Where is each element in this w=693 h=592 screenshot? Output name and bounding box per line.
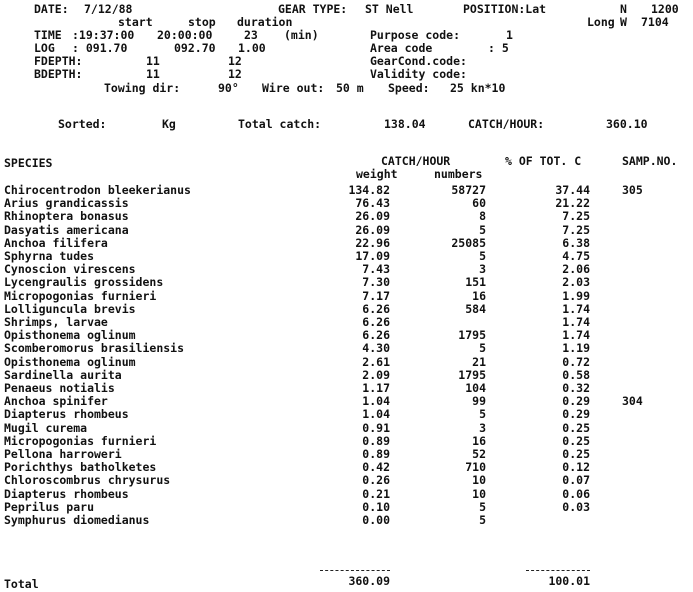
towing-value: 90° — [218, 81, 239, 95]
bdepth-stop: 12 — [228, 67, 242, 81]
weight-value: 6.26 — [362, 302, 390, 316]
weight-value: 0.89 — [362, 447, 390, 461]
weight-value: 6.26 — [362, 315, 390, 329]
pct-value: 7.25 — [562, 209, 590, 223]
log-duration: 1.00 — [238, 41, 266, 55]
weight-value: 7.17 — [362, 289, 390, 303]
pct-value: 1.74 — [562, 302, 590, 316]
col-start: start — [118, 15, 153, 29]
numbers-value: 710 — [465, 460, 486, 474]
species-name: Lycengraulis grossidens — [4, 275, 164, 289]
total-catch-value: 138.04 — [384, 117, 426, 131]
total-catch-label: Total catch: — [238, 117, 322, 131]
time-stop: 20:00:00 — [157, 28, 213, 42]
numbers-value: 16 — [472, 289, 486, 303]
weight-value: 0.00 — [362, 513, 390, 527]
numbers-value: 1795 — [458, 328, 486, 342]
numbers-value: 99 — [472, 394, 486, 408]
numbers-value: 3 — [479, 421, 486, 435]
samp-value: 305 — [622, 183, 643, 197]
pct-value: 1.19 — [562, 341, 590, 355]
species-name: Dasyatis americana — [4, 223, 129, 237]
pct-value: 0.72 — [562, 355, 590, 369]
position-label: POSITION:Lat — [463, 2, 547, 16]
col-stop: stop — [188, 15, 216, 29]
numbers-value: 1795 — [458, 368, 486, 382]
pct-value: 0.12 — [562, 460, 590, 474]
numbers-value: 10 — [472, 473, 486, 487]
species-name: Cynoscion virescens — [4, 262, 136, 276]
numbers-value: 5 — [479, 223, 486, 237]
species-name: Opisthonema oglinum — [4, 328, 136, 342]
gear-value: ST Nell — [365, 2, 414, 16]
species-name: Shrimps, larvae — [4, 315, 108, 329]
weight-value: 0.26 — [362, 473, 390, 487]
species-name: Pellona harroweri — [4, 447, 122, 461]
species-name: Chirocentrodon bleekerianus — [4, 183, 191, 197]
col-numbers: numbers — [434, 167, 483, 181]
species-name: Penaeus notialis — [4, 381, 115, 395]
purpose-value: 1 — [506, 28, 513, 42]
numbers-value: 8 — [479, 209, 486, 223]
species-name: Porichthys batholketes — [4, 460, 157, 474]
species-name: Micropogonias furnieri — [4, 289, 157, 303]
total-label: Total — [4, 577, 39, 591]
area-label: Area code — [370, 41, 433, 55]
numbers-value: 58727 — [451, 183, 486, 197]
pct-value: 0.32 — [562, 381, 590, 395]
species-name: Scomberomorus brasiliensis — [4, 341, 185, 355]
speed-label: Speed: — [388, 81, 430, 95]
pct-value: 0.25 — [562, 421, 590, 435]
species-name: Lolliguncula brevis — [4, 302, 136, 316]
wire-value: 50 m — [336, 81, 364, 95]
numbers-value: 5 — [479, 341, 486, 355]
area-value: : 5 — [488, 41, 509, 55]
species-name: Opisthonema oglinum — [4, 355, 136, 369]
numbers-value: 5 — [479, 513, 486, 527]
weight-value: 0.21 — [362, 487, 390, 501]
weight-value: 6.26 — [362, 328, 390, 342]
weight-value: 1.17 — [362, 381, 390, 395]
weight-value: 1.04 — [362, 394, 390, 408]
weight-total-rule — [320, 570, 390, 571]
pct-value: 0.06 — [562, 487, 590, 501]
numbers-value: 151 — [465, 275, 486, 289]
numbers-value: 25085 — [451, 236, 486, 250]
weight-value: 7.30 — [362, 275, 390, 289]
long-value: 7104 — [641, 15, 669, 29]
pct-value: 1.99 — [562, 289, 590, 303]
lat-hemisphere: N — [620, 2, 627, 16]
pct-value: 2.03 — [562, 275, 590, 289]
col-weight: weight — [356, 167, 398, 181]
numbers-value: 16 — [472, 434, 486, 448]
pct-value: 0.03 — [562, 500, 590, 514]
species-name: Chloroscombrus chrysurus — [4, 473, 171, 487]
time-label: TIME — [34, 28, 62, 42]
numbers-value: 21 — [472, 355, 486, 369]
weight-value: 0.42 — [362, 460, 390, 474]
weight-value: 1.04 — [362, 407, 390, 421]
purpose-label: Purpose code: — [370, 28, 461, 42]
species-name: Diapterus rhombeus — [4, 487, 129, 501]
numbers-value: 60 — [472, 196, 486, 210]
total-weight: 360.09 — [348, 574, 390, 588]
log-label: LOG — [34, 41, 55, 55]
sorted-label: Sorted: — [58, 117, 107, 131]
pct-value: 0.25 — [562, 447, 590, 461]
weight-value: 22.96 — [355, 236, 390, 250]
numbers-value: 10 — [472, 487, 486, 501]
pct-total-rule — [526, 570, 590, 571]
species-name: Sardinella aurita — [4, 368, 122, 382]
speed-value: 25 kn*10 — [450, 81, 506, 95]
numbers-value: 5 — [479, 500, 486, 514]
weight-value: 0.89 — [362, 434, 390, 448]
numbers-value: 584 — [465, 302, 486, 316]
total-pct: 100.01 — [548, 574, 590, 588]
bdepth-label: BDEPTH: — [34, 67, 83, 81]
species-name: Arius grandicassis — [4, 196, 129, 210]
species-name: Diapterus rhombeus — [4, 407, 129, 421]
pct-value: 2.06 — [562, 262, 590, 276]
catch-hour-value: 360.10 — [606, 117, 648, 131]
long-label: Long — [587, 15, 615, 29]
date-label: DATE: — [34, 2, 69, 16]
species-name: Anchoa spinifer — [4, 394, 108, 408]
col-duration: duration — [237, 15, 293, 29]
time-unit: (min) — [284, 28, 319, 42]
weight-value: 26.09 — [355, 223, 390, 237]
pct-value: 21.22 — [555, 196, 590, 210]
col-samp-no: SAMP.NO. — [622, 154, 678, 168]
weight-value: 2.61 — [362, 355, 390, 369]
species-name: Anchoa filifera — [4, 236, 108, 250]
weight-value: 76.43 — [355, 196, 390, 210]
validity-label: Validity code: — [370, 67, 467, 81]
numbers-value: 5 — [479, 249, 486, 263]
time-start: :19:37:00 — [72, 28, 135, 42]
col-species: SPECIES — [4, 156, 53, 170]
long-hemisphere: W — [620, 15, 627, 29]
fdepth-start: 11 — [146, 54, 160, 68]
pct-value: 0.29 — [562, 394, 590, 408]
weight-value: 134.82 — [348, 183, 390, 197]
fdepth-label: FDEPTH: — [34, 54, 83, 68]
weight-value: 4.30 — [362, 341, 390, 355]
col-catch-hour: CATCH/HOUR — [381, 154, 451, 168]
wire-label: Wire out: — [262, 81, 325, 95]
weight-value: 0.91 — [362, 421, 390, 435]
pct-value: 7.25 — [562, 223, 590, 237]
pct-value: 0.29 — [562, 407, 590, 421]
weight-value: 0.10 — [362, 500, 390, 514]
species-name: Mugil curema — [4, 421, 88, 435]
bdepth-start: 11 — [146, 67, 160, 81]
towing-label: Towing dir: — [104, 81, 181, 95]
gear-label: GEAR TYPE: — [278, 2, 348, 16]
pct-value: 0.07 — [562, 473, 590, 487]
pct-value: 0.58 — [562, 368, 590, 382]
species-name: Symphurus diomedianus — [4, 513, 150, 527]
weight-value: 2.09 — [362, 368, 390, 382]
pct-value: 4.75 — [562, 249, 590, 263]
gearcond-label: GearCond.code: — [370, 54, 467, 68]
weight-value: 7.43 — [362, 262, 390, 276]
numbers-value: 52 — [472, 447, 486, 461]
col-pct-total: % OF TOT. C — [505, 154, 582, 168]
species-name: Peprilus paru — [4, 500, 95, 514]
date-value: 7/12/88 — [84, 2, 133, 16]
species-name: Micropogonias furnieri — [4, 434, 157, 448]
numbers-value: 5 — [479, 407, 486, 421]
pct-value: 37.44 — [555, 183, 590, 197]
weight-value: 17.09 — [355, 249, 390, 263]
numbers-value: 104 — [465, 381, 486, 395]
numbers-value: 3 — [479, 262, 486, 276]
pct-value: 1.74 — [562, 328, 590, 342]
pct-value: 0.25 — [562, 434, 590, 448]
lat-value: 1200 — [651, 2, 679, 16]
log-stop: 092.70 — [174, 41, 216, 55]
pct-value: 1.74 — [562, 315, 590, 329]
log-start: : 091.70 — [72, 41, 128, 55]
catch-hour-label: CATCH/HOUR: — [468, 117, 545, 131]
weight-value: 26.09 — [355, 209, 390, 223]
fdepth-stop: 12 — [228, 54, 242, 68]
species-name: Sphyrna tudes — [4, 249, 95, 263]
time-duration: 23 — [244, 28, 258, 42]
pct-value: 6.38 — [562, 236, 590, 250]
samp-value: 304 — [622, 394, 643, 408]
species-name: Rhinoptera bonasus — [4, 209, 129, 223]
sorted-unit: Kg — [162, 117, 176, 131]
